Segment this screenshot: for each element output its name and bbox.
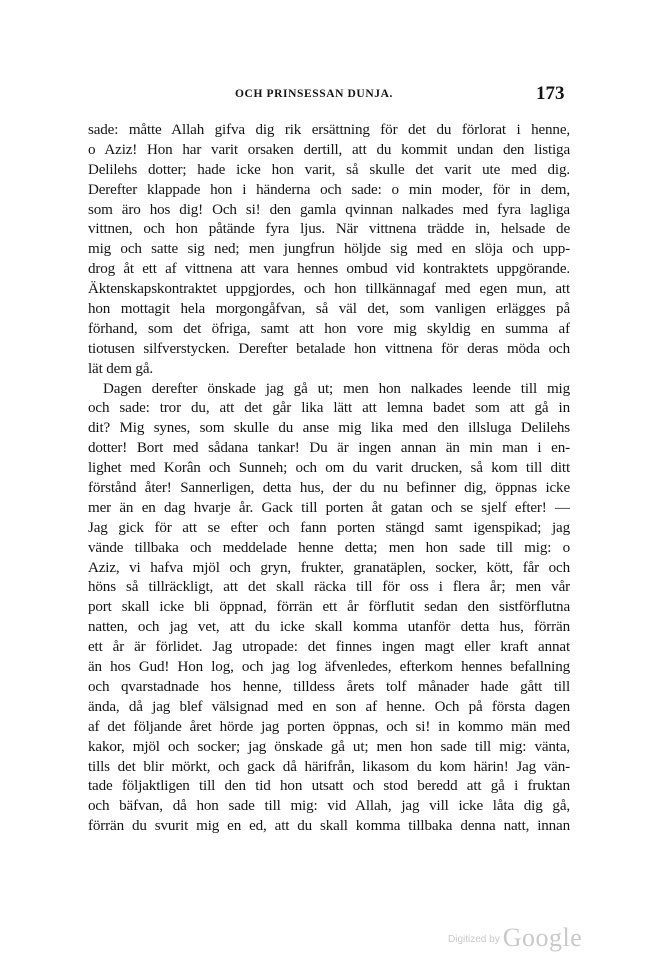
page-number: 173 <box>536 83 565 104</box>
text-line: Delilehs dotter; hade icke hon varit, så skulle det varit ute med dig. <box>88 161 570 178</box>
text-line: Derefter klappade hon i händerna och sade: o min moder, för in dem, <box>88 181 570 198</box>
text-line: än hos Gud! Hon log, och jag log äfvenledes, efterkom hennes befallning <box>88 659 570 676</box>
text-line: tade följaktligen till den tid hon utsatt och stod beredd att gå i fruktan <box>88 778 570 795</box>
text-line: höns så tillräckligt, att det skall räcka till för oss i flera år; men vår <box>88 579 570 596</box>
text-line: vände tillbaka och meddelade henne detta; men hon sade till mig: o <box>88 539 570 556</box>
text-line: port skall icke bli öppnad, förrän ett år förflutit sedan den sistförflutna <box>88 599 570 616</box>
text-line: sade: måtte Allah gifva dig rik ersättning för det du förlorat i henne, <box>88 122 570 138</box>
text-line: förrän du svurit mig en ed, att du skall komma tillbaka denna natt, innan <box>88 818 570 835</box>
text-line: förhand, som det öfriga, samt att hon vore mig skyldig en summa af <box>88 320 570 337</box>
paragraph-end-line: lät dem gå. <box>88 360 153 377</box>
text-line: lighet med Korân och Sunneh; och om du varit drucken, så kom till ditt <box>88 460 570 477</box>
text-line: ett år är förlidet. Jag utropade: det finnes ingen magt eller kraft annat <box>88 639 570 656</box>
running-title: OCH PRINSESSAN DUNJA. <box>235 88 393 100</box>
text-line: mer än en dag hvarje år. Gack till porten åt gatan och se sjelf efter! — <box>88 499 570 516</box>
text-line: som äro hos dig! Och si! den gamla qvinnan nalkades med fyra lagliga <box>88 201 570 218</box>
text-line: hon mottagit hela morgongåfvan, så väl det, som vanligen erlägges på <box>88 301 570 318</box>
text-line: Jag gick för att se efter och fann porten stängd samt igenspikad; jag <box>88 519 570 536</box>
text-line: tills det blir mörkt, och gack då härifrån, likasom du kom härin! Jag vän- <box>88 758 570 775</box>
text-line: kakor, mjöl och socker; jag önskade gå ut; men hon sade till mig: vänta, <box>88 738 570 755</box>
body-text <box>88 121 570 837</box>
paragraph-start-line: Dagen derefter önskade jag gå ut; men hon nalkades leende till mig <box>103 380 570 397</box>
text-line: dit? Mig synes, som skulle du anse mig lika med den illsluga Delilehs <box>88 420 570 437</box>
text-line: och qvarstadnade hos henne, tilldess årets tolf månader hade gått till <box>88 678 570 695</box>
digitized-by-google-watermark <box>448 923 582 953</box>
text-line: ända, då jag blef välsignad med en son af henne. Och på första dagen <box>88 698 570 715</box>
text-line: tiotusen silfverstycken. Derefter betalade hon vittnena för deras möda och <box>88 340 570 357</box>
text-line: Äktenskapskontraktet uppgjordes, och hon tillkännagaf med egen mun, att <box>88 281 570 298</box>
text-line: af det följande året hörde jag porten öppnas, och si! in kommo män med <box>88 718 570 735</box>
text-line: natten, och jag vet, att du icke skall komma utanför detta hus, förrän <box>88 619 570 636</box>
text-line: vittnen, och hon påtände fyra ljus. När vittnena trädde in, helsade de <box>88 221 570 238</box>
text-line: dotter! Bort med sådana tankar! Du är ingen annan än min man i en- <box>88 440 570 457</box>
google-logo: Google <box>502 923 583 952</box>
text-line: Aziz, vi hafva mjöl och gryn, frukter, granatäplen, socker, kött, får och <box>88 559 570 576</box>
text-line: och bäfvan, då hon sade till mig: vid Allah, jag vill icke låta dig gå, <box>88 798 570 815</box>
text-line: förstånd åter! Sannerligen, detta hus, der du nu befinner dig, öppnas icke <box>88 480 570 497</box>
text-line: och sade: tror du, att det går lika lätt att lemna badet som att gå in <box>88 400 570 417</box>
text-line: mig och satte sig ned; men jungfrun höljde sig med en slöja och upp- <box>88 241 570 258</box>
text-line: o Aziz! Hon har varit orsaken dertill, att du kommit undan den listiga <box>88 141 570 158</box>
text-line: drog åt ett af vittnena att vara hennes ombud vid kontraktets uppgörande. <box>88 261 570 278</box>
watermark-prefix: Digitized by <box>448 934 500 945</box>
